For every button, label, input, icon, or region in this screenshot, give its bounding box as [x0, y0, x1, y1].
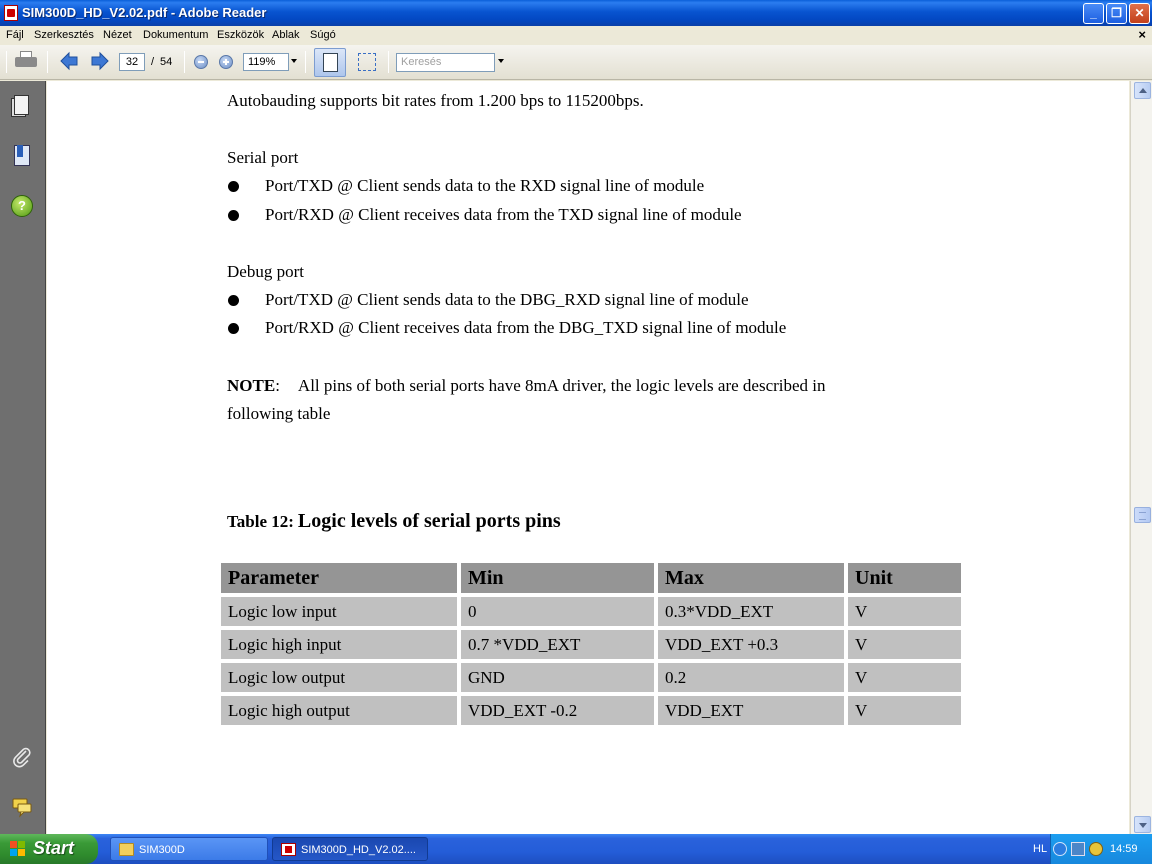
fit-page-button[interactable]: [314, 48, 346, 77]
zoom-in-icon[interactable]: [219, 55, 233, 69]
restore-button[interactable]: ❐: [1106, 3, 1127, 24]
security-icon[interactable]: [1089, 842, 1103, 856]
network-icon[interactable]: [1071, 842, 1085, 856]
table-header-row: [221, 563, 961, 593]
start-button[interactable]: [0, 834, 98, 864]
previous-page-icon[interactable]: [59, 51, 79, 71]
scroll-down-button[interactable]: [1134, 816, 1151, 833]
menu-tools[interactable]: Eszközök: [217, 29, 265, 41]
cell-unit: V: [848, 597, 961, 626]
autobaud-text: Autobauding supports bit rates from 1.200 bps to 115200bps.: [227, 91, 644, 110]
note-label: NOTE: [227, 376, 276, 395]
cell-unit: V: [848, 630, 961, 659]
cell-max: VDD_EXT +0.3: [658, 630, 844, 659]
cell-parameter: Logic low output: [221, 663, 457, 692]
cell-min: 0: [461, 597, 654, 626]
logic-levels-table: [217, 559, 965, 729]
language-indicator[interactable]: HL: [1033, 843, 1048, 855]
vertical-scrollbar[interactable]: [1130, 81, 1152, 834]
cell-max: 0.2: [658, 663, 844, 692]
scroll-up-button[interactable]: [1134, 82, 1151, 99]
zoom-dropdown-icon[interactable]: [291, 59, 297, 63]
cell-min: VDD_EXT -0.2: [461, 696, 654, 725]
taskbar-item-folder[interactable]: [110, 837, 268, 861]
comments-icon[interactable]: [11, 796, 33, 818]
taskbar-item-label: SIM300D: [139, 844, 185, 856]
bullet-point: [228, 295, 239, 306]
cell-unit: V: [848, 663, 961, 692]
page-separator: /: [151, 56, 155, 68]
attachments-icon[interactable]: [11, 746, 33, 768]
note-text-line2: following table: [227, 404, 331, 423]
print-icon[interactable]: [15, 51, 37, 71]
table-caption: [227, 510, 561, 533]
window-title: SIM300D_HD_V2.02.pdf - Adobe Reader: [22, 5, 267, 20]
toolbar-separator: [305, 51, 306, 73]
bookmarks-icon[interactable]: [11, 145, 33, 167]
pages-icon[interactable]: [11, 95, 33, 117]
menu-file[interactable]: Fájl: [6, 29, 24, 41]
serial-port-heading: Serial port: [227, 148, 299, 167]
bullet-point: [228, 210, 239, 221]
minimize-button[interactable]: _: [1083, 3, 1104, 24]
search-input[interactable]: Keresés: [396, 53, 495, 72]
taskbar: [0, 834, 1152, 864]
adobe-reader-icon: [4, 5, 18, 21]
toolbar-separator: [184, 51, 185, 73]
pdf-icon: [281, 843, 296, 856]
taskbar-item-label: SIM300D_HD_V2.02....: [301, 844, 416, 856]
cell-parameter: Logic high output: [221, 696, 457, 725]
header-max: Max: [658, 563, 844, 593]
cell-max: 0.3*VDD_EXT: [658, 597, 844, 626]
navigation-panel: [0, 81, 46, 834]
system-tray: [1050, 834, 1152, 864]
scroll-thumb[interactable]: [1134, 507, 1151, 523]
menu-bar: [0, 26, 1152, 45]
menu-window[interactable]: Ablak: [272, 29, 300, 41]
zoom-out-icon[interactable]: [194, 55, 208, 69]
table-caption-label: Table 12:: [227, 512, 294, 531]
toolbar-separator: [6, 51, 7, 73]
folder-icon: [119, 843, 134, 856]
bullet-point: [228, 181, 239, 192]
table-row: [221, 696, 961, 725]
close-document-icon[interactable]: ×: [1138, 27, 1146, 42]
show-hidden-icons-icon[interactable]: [1053, 842, 1067, 856]
help-icon[interactable]: ?: [11, 195, 33, 217]
cell-parameter: Logic low input: [221, 597, 457, 626]
cell-min: 0.7 *VDD_EXT: [461, 630, 654, 659]
menu-help[interactable]: Súgó: [310, 29, 336, 41]
total-pages: 54: [160, 56, 173, 68]
document-view[interactable]: [47, 81, 1129, 834]
header-parameter: Parameter: [221, 563, 457, 593]
toolbar-separator: [47, 51, 48, 73]
fit-width-icon[interactable]: [358, 53, 376, 71]
debug-bullet-txd: Port/TXD @ Client sends data to the DBG_RXD signal line of module: [265, 290, 749, 309]
close-button[interactable]: ✕: [1129, 3, 1150, 24]
note-text-line1: All pins of both serial ports have 8mA driver, the logic levels are described in: [297, 376, 826, 395]
debug-port-heading: Debug port: [227, 262, 304, 281]
window-title-bar[interactable]: [0, 0, 1152, 26]
start-label: Start: [33, 838, 75, 858]
toolbar-separator: [388, 51, 389, 73]
serial-bullet-rxd: Port/RXD @ Client receives data from the TXD signal line of module: [265, 205, 742, 224]
cell-unit: V: [848, 696, 961, 725]
note-paragraph: [227, 376, 826, 396]
zoom-level-input[interactable]: 119%: [243, 53, 289, 71]
header-unit: Unit: [848, 563, 961, 593]
next-page-icon[interactable]: [90, 51, 110, 71]
menu-document[interactable]: Dokumentum: [143, 29, 209, 41]
table-row: [221, 630, 961, 659]
current-page-input[interactable]: 32: [119, 53, 145, 71]
windows-logo-icon: [10, 841, 26, 857]
table-caption-title: Logic levels of serial ports pins: [297, 510, 561, 532]
serial-bullet-txd: Port/TXD @ Client sends data to the RXD signal line of module: [265, 176, 705, 195]
bullet-point: [228, 323, 239, 334]
debug-bullet-rxd: Port/RXD @ Client receives data from the DBG_TXD signal line of module: [265, 318, 787, 337]
toolbar: [0, 45, 1152, 80]
table-row: [221, 597, 961, 626]
clock[interactable]: 14:59: [1110, 843, 1138, 855]
cell-max: VDD_EXT: [658, 696, 844, 725]
menu-view[interactable]: Nézet: [103, 29, 132, 41]
note-colon: :: [275, 376, 280, 395]
menu-edit[interactable]: Szerkesztés: [34, 29, 94, 41]
cell-min: GND: [461, 663, 654, 692]
cell-parameter: Logic high input: [221, 630, 457, 659]
taskbar-item-pdf[interactable]: [272, 837, 428, 861]
header-min: Min: [461, 563, 654, 593]
search-dropdown-icon[interactable]: [498, 59, 504, 63]
table-row: [221, 663, 961, 692]
